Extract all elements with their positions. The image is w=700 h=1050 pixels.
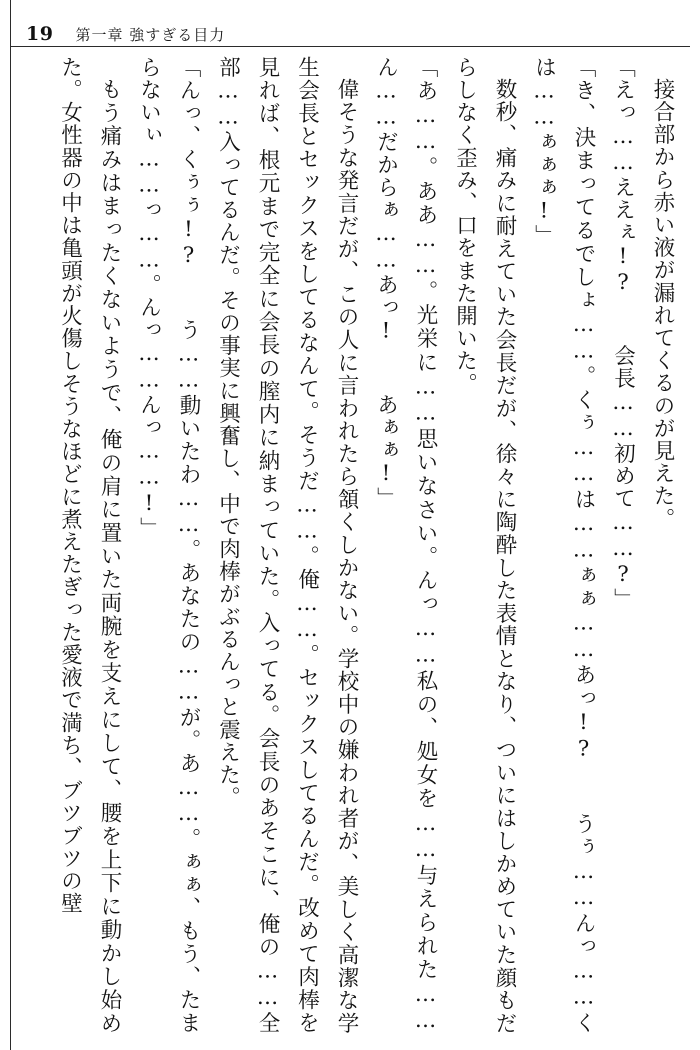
page-left-rule bbox=[10, 0, 11, 1050]
body-paragraph: 偉そうな発言だが、この人に言われたら頷くしかない。学校中の嫌われ者が、美しく高潔な学生会長とセックスをしてるなんて。そうだ……。俺……。セックスしてるんだ。改めて肉棒を見れば、根元まで完全に会長の膣内に納まっていた。入ってる。会長のあそこに、俺の……全部……入ってるんだ。その事実に興奮し、中で肉棒がぶるんっと震えた。 bbox=[215, 56, 359, 1034]
page-number: 19 bbox=[26, 23, 54, 45]
body-paragraph: 数秒、痛みに耐えていた会長だが、徐々に陶酔した表情となり、ついにはしかめていた顔もだらしなく歪み、口をまた開いた。 bbox=[452, 56, 517, 1034]
body-paragraph: 接合部から赤い液が漏れてくるのが見えた。 bbox=[650, 77, 675, 530]
body-paragraph: 「あ……。ああ……。光栄に……思いなさい。んっ……私の、処女を……与えられた……ん……だからぁ……あっ! あぁぁ!」 bbox=[373, 56, 438, 1034]
body-paragraph: 「えっ……ええぇ!? 会長……初めて……?」 bbox=[610, 56, 636, 611]
body-paragraph: もう痛みはまったくないようで、俺の肩に置いた両腕を支えにして、腰を上下に動かし始めた。女性器の中は亀頭が火傷しそうなほどに煮えたぎった愛液で満ち、ブツブツの壁 bbox=[57, 56, 122, 1034]
page-header bbox=[0, 14, 700, 54]
header-divider bbox=[10, 46, 690, 47]
body-paragraph: 「き、決まってるでしょ……。くぅ……は……ぁぁ……あっ!? うぅ……んっ……くは……ぁぁぁ!」 bbox=[531, 56, 596, 1034]
running-head-chapter-title: 第一章 強すぎる目力 bbox=[75, 25, 226, 44]
body-paragraph: 「んっ、くぅぅ!? う……動いたわ……。あなたの……が。あ……。ぁぁ、もう、たまらないぃ……っ……。んっ……んっ……!」 bbox=[136, 56, 201, 1034]
page-body-text bbox=[18, 56, 682, 1034]
